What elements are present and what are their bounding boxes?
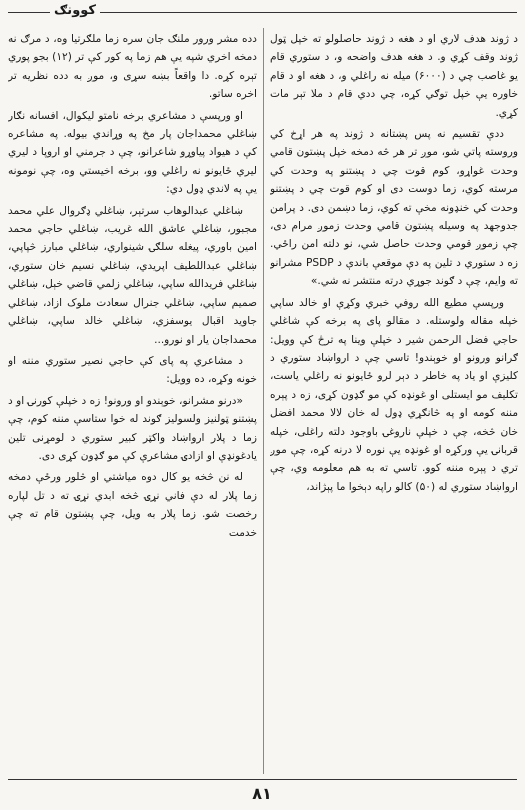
paragraph: ورپسې مطیع الله روفي خبري وکړې او خالد ساپي خپله مقاله ولوستله. د مقالو پای په برخه کې شاغلي حاجي فضل الرحمن شیر د خپلې وینا په ترڅ کې وویل: ګرانو ورونو او خوېندو! تاسي چې د ارواښاد ستوري د کلیزې او یاد په خاطر د دېر لرو ځایونو نه راغلي یاست، تکلیف مو ایستلی او غونډه کې مو ګډون کړی، زه د پېره مننه کومه او په څانګړي ډول له خان لالا محمد افضل خان څخه، چې د خپلې ناروغۍ باوجود دلته راغلی، خپله قربانۍ یې ورکړه او غونډه یې نوره لا درنه کړه، چې موږ تري د پېره مننه کوو. تاسي ته به هم معلومه وي، چې ارواښاد ستوري له (۵۰) کالو راپه دېخوا ما پېژاند، bbox=[270, 296, 518, 493]
page-number: ۸۱ bbox=[252, 784, 272, 803]
paragraph: ښاغلي عبدالوهاب سرتېر، ښاغلي ډګروال علي محمد مجبور، ښاغلي عاشق الله غریب، ښاغلي حاجي محمد امین باوري، پیغله سلګۍ شینواري، ښاغلي مبارز څپاپي، ښاغلي عبداللطیف اپریدي، ښاغلي نسیم خان ستوري، ښاغلي فریدالله ساپي، ښاغلي زلمي قاضي خېل، ښاغلي صمیم ساپي، ښاغلي جنرال سعادت ملوک ازاد، ښاغلي جاوید اقبال یوسفزي، ښاغلي خالد ساپي، ښاغلي محمداجان یار او نورو... bbox=[8, 204, 257, 346]
paragraph: د مشاعري په پای کې حاجي نصیر ستوري مننه او خونه وکړه، ده وویل: bbox=[8, 354, 257, 386]
paragraph: «درنو مشرانو، خوېندو او ورونو! زه د خپلې کورنۍ او د پښتنو ټولنیز ولسولیز ګوند له خوا ستاسې مننه کوم، چې زما د پلار ارواښاد واکټر کبیر ستوري د لومړنی تلین یادغونډې او ازادۍ مشاعرې کې مو ګډون کړی دی. bbox=[8, 394, 257, 462]
paragraph: د ژوند هدف لاري او د هغه د ژوند حاصلولو ته خپل ټول ژوند وقف کړي و. د هغه هدف واضحه و، د ستوري قام یو غاصب چي د (۶۰۰۰) میله نه راغلي و، د هغه او د قام خاوره یې خپل توګي کړه، چي ددي قام د ملا تېر مات کړي. bbox=[270, 33, 518, 119]
paragraph: دده مشر ورور ملنګ جان سره زما ملګرتیا وه، د مرګ نه دمخه اخري شپه یې هم زما په کور کې تر (۱۲) بجو پوري تېره کړه. دا واقعاً بښه سړی و، موږ به دده نظریه تر اخره ساتو. bbox=[8, 33, 257, 101]
right-column bbox=[270, 30, 518, 750]
column-divider bbox=[263, 28, 264, 774]
paragraph: له نن څخه یو کال دوه میاشتي او څلور ورځې دمخه زما پلار له دې فاني نړۍ څخه ابدي نړۍ ته د تل لپاره رخصت شو. زما پلار به ویل، چې پښتون قام ته چې خدمت bbox=[8, 471, 257, 539]
footer-rule bbox=[8, 779, 517, 780]
paragraph: ددې تقسیم نه پس پښتانه د ژوند په هر اړخ کي وروسته پاتي شو، موږ تر هر څه دمخه خپل پښتون قامي وحدت غواړو، کوم قوت چي د پښتنو په وحدت کي مرسته کوي، زما دوست دی او کوم قوت چي د پښتنو وحدت کي خنډونه مخې ته کوي، زما دښمن دی. د پرامن جدوجهد په وسیله پښتون قامي وحدت زموږ مرام دی، چې زموږ قومي وحدت حاصل شي، نو دلته امن راځي. زه د ستوري د تلین په دې موقعې باندې د PSDP مشرانو ته وایم، چې د ګوند جوړي درته منتشر نه شي.» bbox=[270, 128, 518, 288]
paragraph: او ورپسې د مشاعري برخه نامتو لیکوال، افسانه نګار ښاغلي محمداجان پار مخ په وړاندي بیوله. په مشاعره کې د هیواد پیاوړو شاعرانو، چې د جرمني او اروپا د لیري لیري ځایونو نه راغلي وو، برخه اخیستي وه، چې نومونه یې په لاندي ډول دي: bbox=[8, 109, 257, 196]
journal-title: کوونګ bbox=[50, 0, 100, 22]
left-column bbox=[8, 30, 257, 750]
